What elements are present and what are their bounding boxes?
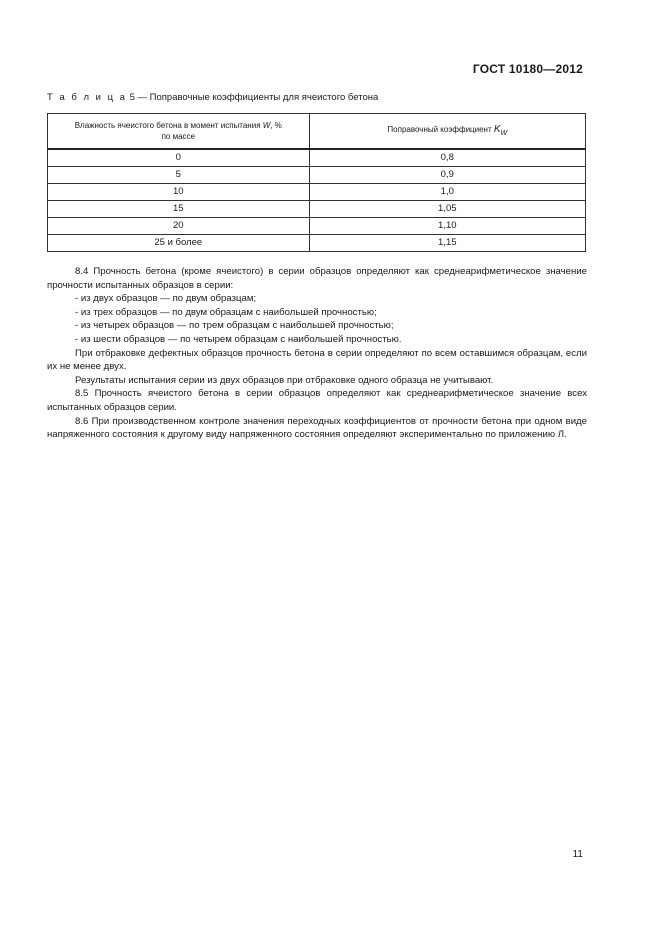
table-header-row (48, 114, 586, 150)
list-item: - из трех образцов — по двум образцам с наибольшей прочностью; (75, 306, 377, 318)
page-number: 11 (572, 849, 583, 860)
table-row (48, 184, 586, 201)
moisture-header-text: Влажность ячеистого бетона в момент испытания (74, 121, 263, 130)
coefficient-cell: 0,9 (309, 167, 585, 184)
table-row (48, 167, 586, 184)
paragraph-8-4: 8.4 Прочность бетона (кроме ячеистого) в серии образцов определяют как среднеарифметическое значение прочности испытанных образцов в серии: (47, 266, 587, 291)
coefficient-cell: 1,10 (309, 218, 585, 235)
document-standard-header: ГОСТ 10180—2012 (472, 62, 583, 76)
coefficient-symbol-k: K (493, 123, 501, 135)
paragraph-8-6: 8.6 При производственном контроле значения переходных коэффициентов от прочности бетона при одном виде напряженного состояния к другому виду напряженного состояния определяют экспериментально по приложению Л. (47, 415, 587, 441)
moisture-cell: 25 и более (48, 235, 310, 252)
moisture-header-unit: , % (270, 121, 282, 130)
coefficient-header-symbol (494, 124, 507, 135)
coefficient-cell: 1,15 (309, 235, 585, 252)
table-caption (47, 92, 378, 103)
table-caption-number: 5 (129, 92, 135, 103)
moisture-header-symbol: W (262, 121, 271, 130)
table-row (48, 201, 586, 218)
paragraph-results: Результаты испытания серии из двух образцов при отбраковке одного образца не учитывают. (75, 374, 494, 386)
table-row (48, 235, 586, 252)
coefficient-cell: 1,05 (309, 201, 585, 218)
body-text (47, 265, 587, 442)
moisture-cell: 20 (48, 218, 310, 235)
coefficient-cell: 0,8 (309, 149, 585, 167)
list-item: - из двух образцов — по двум образцам; (75, 293, 257, 305)
list-item: - из шести образцов — по четырем образцам с наибольшей прочностью. (75, 333, 402, 345)
moisture-cell: 10 (48, 184, 310, 201)
moisture-cell: 15 (48, 201, 310, 218)
coefficient-header-text: Поправочный коэффициент (387, 124, 494, 134)
table-caption-prefix: Т а б л и ц а (47, 92, 127, 103)
coefficient-symbol-subscript: W (500, 129, 508, 137)
coefficient-column-header (309, 114, 585, 150)
moisture-header-by-mass: по массе (161, 132, 195, 141)
list-item: - из четырех образцов — по трем образцам с наибольшей прочностью; (75, 320, 394, 332)
moisture-column-header (48, 114, 310, 150)
table-row (48, 218, 586, 235)
moisture-cell: 0 (48, 149, 310, 167)
table-caption-title: — Поправочные коэффициенты для ячеистого бетона (134, 92, 379, 103)
paragraph-rejection: При отбраковке дефектных образцов прочность бетона в серии определяют по всем оставшимся образцам, если их не менее двух. (47, 347, 587, 373)
moisture-cell: 5 (48, 167, 310, 184)
correction-coefficients-table (47, 113, 586, 252)
paragraph-8-5: 8.5 Прочность ячеистого бетона в серии образцов определяют как среднеарифметическое значение всех испытанных образцов серии. (47, 388, 587, 413)
coefficient-cell: 1,0 (309, 184, 585, 201)
table-row (48, 149, 586, 167)
